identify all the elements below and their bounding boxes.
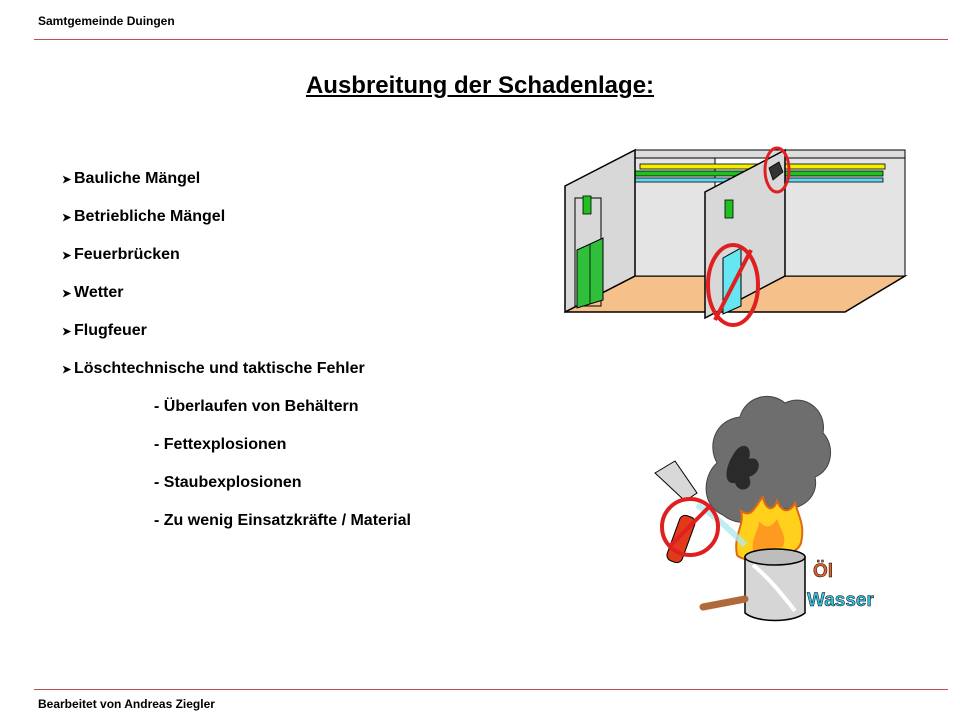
bullet-label: Löschtechnische und taktische Fehler: [74, 360, 365, 377]
sub-item-list: [154, 388, 411, 540]
label-water: Wasser: [807, 590, 874, 611]
bullet-item: [62, 350, 365, 388]
bullet-label: Wetter: [74, 284, 124, 301]
left-door-sign: [583, 196, 591, 214]
bullet-label: Bauliche Mängel: [74, 170, 201, 187]
bullet-label: Feuerbrücken: [74, 246, 180, 263]
right-door-sign: [725, 200, 733, 218]
bullet-label: Flugfeuer: [74, 322, 147, 339]
header-rule: [34, 39, 948, 40]
sub-item: - Fettexplosionen: [154, 436, 287, 453]
bullet-list: [62, 160, 365, 388]
bullet-label: Betriebliche Mängel: [74, 208, 226, 225]
arrow-bullet-icon: ➤: [62, 211, 72, 224]
arm: [655, 461, 697, 501]
bullet-item: [62, 160, 365, 198]
footer-author: Bearbeitet von Andreas Ziegler: [38, 697, 215, 711]
building-fire-door-illustration: [555, 140, 915, 330]
oil-fire-illustration: [645, 385, 890, 625]
arrow-bullet-icon: ➤: [62, 325, 72, 338]
right-door: [723, 248, 741, 314]
bullet-item: [62, 198, 365, 236]
bullet-item: [62, 312, 365, 350]
sub-item: - Überlaufen von Behältern: [154, 398, 359, 415]
bullet-item: [62, 274, 365, 312]
bullet-item: [62, 236, 365, 274]
sub-item: - Staubexplosionen: [154, 474, 302, 491]
sub-item: - Zu wenig Einsatzkräfte / Material: [154, 512, 411, 529]
footer-rule: [34, 689, 948, 690]
smoke-cloud: [706, 396, 830, 522]
arrow-bullet-icon: ➤: [62, 287, 72, 300]
stand-bar: [703, 599, 745, 607]
header-organization: Samtgemeinde Duingen: [38, 14, 175, 28]
label-oil: Öl: [813, 561, 834, 582]
arrow-bullet-icon: ➤: [62, 363, 72, 376]
arrow-bullet-icon: ➤: [62, 173, 72, 186]
arrow-bullet-icon: ➤: [62, 249, 72, 262]
slide-title: Ausbreitung der Schadenlage:: [305, 72, 655, 99]
container-rim: [745, 549, 805, 565]
